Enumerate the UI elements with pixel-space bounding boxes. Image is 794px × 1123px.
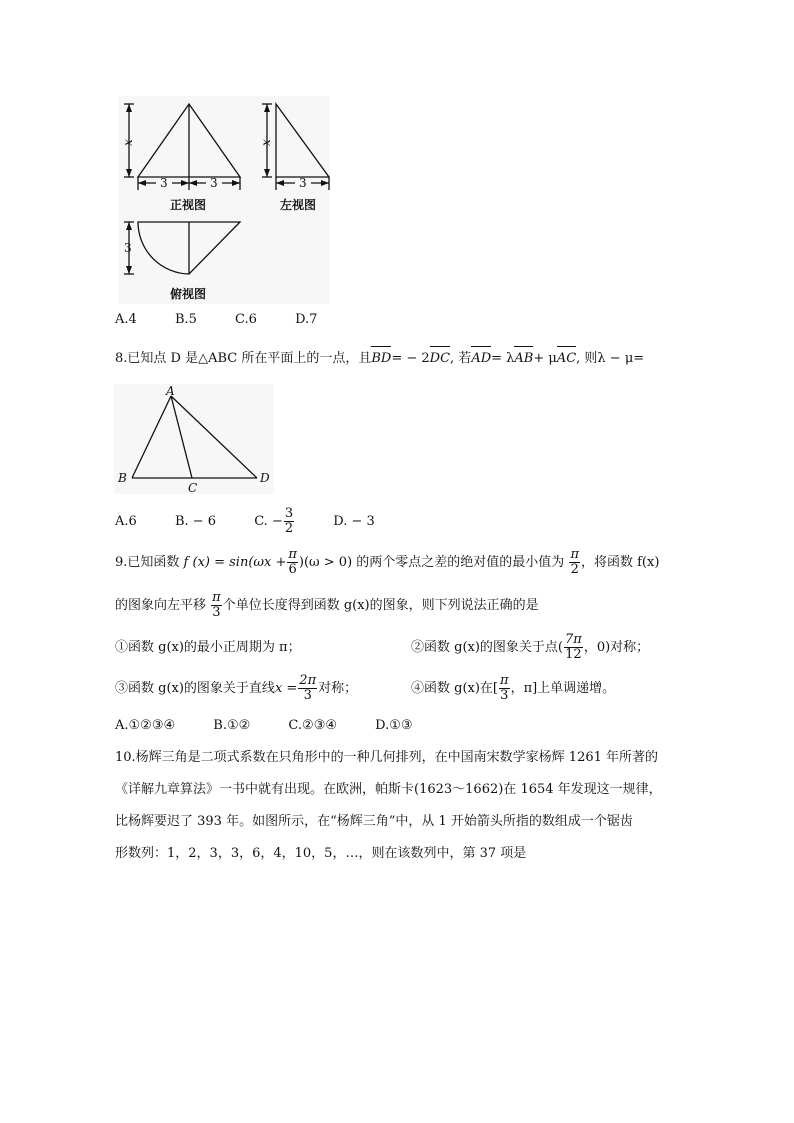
q9-statement-2-b: ，0)对称； [583, 640, 650, 655]
vector-bd: BD [371, 349, 391, 369]
q8-eq1: = − 2 [391, 351, 430, 366]
q8-options [115, 505, 409, 539]
top-dim: 3 [124, 241, 132, 255]
label-a: A [166, 384, 175, 398]
q9-intro: 9.已知函数 [115, 555, 180, 570]
q9-option-d[interactable]: D.①③ [375, 718, 413, 733]
q8-plus-mu: + μ [533, 351, 557, 366]
q9-option-b[interactable]: B.①② [213, 718, 251, 733]
q9-statement-2-a: ②函数 g(x)的图象关于点( [411, 640, 564, 655]
q9-statement-1: ①函数 g(x)的最小正周期为 π； [115, 640, 301, 655]
q8-option-d[interactable]: D. − 3 [333, 514, 375, 529]
q9-statement-3 [115, 671, 357, 707]
q9-pi-3: π [212, 590, 221, 606]
q9-s3-num: 2π [299, 673, 317, 689]
q9-pi-2: π [570, 547, 579, 563]
front-dim-right: 3 [210, 176, 218, 190]
side-dim: 3 [299, 176, 307, 190]
q9-stem-line2 [115, 588, 539, 624]
q9-three: 3 [212, 605, 221, 620]
q9-two: 2 [570, 562, 579, 577]
side-x-label: x [259, 139, 273, 146]
three-view-figure [118, 96, 330, 304]
q8-option-c-num: 3 [284, 506, 294, 522]
q9-p2: ，将函数 f(x) [580, 555, 660, 570]
q8-option-c[interactable] [254, 505, 295, 539]
q8-option-a[interactable]: A.6 [115, 514, 137, 529]
q7-option-d[interactable]: D.7 [295, 312, 318, 327]
label-d: D [260, 471, 270, 485]
q9-statement-3-b: 对称； [318, 681, 358, 696]
q8-option-b[interactable]: B. − 6 [174, 514, 217, 529]
q9-s3-den: 3 [303, 688, 312, 703]
side-view-label: 左视图 [280, 198, 317, 212]
q10-line-3: 比杨辉要迟了 393 年。如图所示，在“杨辉三角”中，从 1 开始箭头所指的数组成一个锯齿 [115, 814, 633, 829]
q9-l2b: 个单位长度得到函数 g(x)的图象，则下列说法正确的是 [222, 598, 539, 613]
q8-if: , 若 [450, 351, 472, 366]
front-dim-left: 3 [160, 176, 168, 190]
top-view-label: 俯视图 [170, 287, 207, 301]
q9-statement-4 [411, 671, 615, 707]
q9-func: f (x) = sin(ωx + [183, 555, 287, 570]
q8-option-c-prefix: C. − [254, 514, 283, 529]
vector-ab: AB [514, 349, 533, 369]
q10-line-4: 形数列：1，2，3，3，6，4，10，5，…，则在该数列中，第 37 项是 [115, 846, 527, 861]
label-c: C [188, 481, 198, 494]
triangle-figure [114, 384, 274, 494]
q9-statement-4-a: ④函数 g(x)在[ [411, 681, 499, 696]
vector-ac: AC [557, 349, 576, 369]
q9-pi: π [288, 547, 297, 563]
q7-option-a[interactable]: A.4 [115, 312, 137, 327]
q9-option-c[interactable]: C.②③④ [288, 718, 338, 733]
q9-s2-num: 7π [565, 632, 582, 648]
q8-stem [115, 349, 644, 369]
vector-ad: AD [471, 349, 491, 369]
q8-option-c-den: 2 [284, 521, 294, 536]
q9-options [115, 716, 447, 736]
q9-statements-row1 [115, 630, 301, 666]
q9-shift-text: 的图象向左平移 [115, 598, 207, 613]
q8-stem-end: , 则λ − μ= [576, 351, 645, 366]
q10-line-1: 10.杨辉三角是二项式系数在只角形中的一种几何排列，在中国南宋数学家杨辉 1261 年所著的 [115, 750, 659, 765]
q9-statement-4-b: ，π]上单调递增。 [510, 681, 616, 696]
q9-s2-den: 12 [565, 647, 582, 662]
q7-options [115, 310, 351, 330]
q8-eq2: = λ [491, 351, 515, 366]
q9-pi-4: π [500, 673, 509, 689]
q7-option-b[interactable]: B.5 [174, 312, 197, 327]
label-b: B [118, 471, 127, 485]
q8-stem-text: 8.已知点 D 是△ABC 所在平面上的一点，且 [115, 351, 372, 366]
q9-option-a[interactable]: A.①②③④ [115, 718, 176, 733]
front-x-label: x [121, 139, 135, 146]
q9-statement-2 [411, 630, 649, 666]
vector-dc: DC [430, 349, 450, 369]
q9-stem-line1 [115, 545, 659, 581]
q9-s3-x: x = [274, 681, 298, 696]
q7-option-c[interactable]: C.6 [235, 312, 257, 327]
q9-six: 6 [288, 562, 297, 577]
q9-cond: )(ω > 0) 的两个零点之差的绝对值的最小值为 [298, 555, 565, 570]
q9-three-2: 3 [500, 688, 509, 703]
q10-line-2: 《详解九章算法》一书中就有出现。在欧洲，帕斯卡(1623～1662)在 1654 年发现这一规律， [115, 782, 662, 797]
q9-statement-3-a: ③函数 g(x)的图象关于直线 [115, 681, 275, 696]
front-view-label: 正视图 [170, 198, 207, 212]
